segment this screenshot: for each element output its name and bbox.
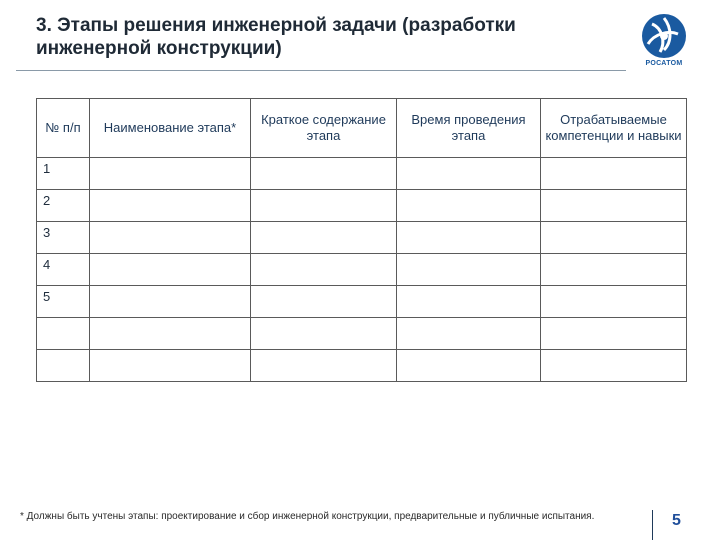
table-cell[interactable]	[541, 190, 687, 222]
table-cell[interactable]	[541, 286, 687, 318]
table-cell[interactable]	[251, 350, 397, 382]
table-row	[37, 318, 687, 350]
table-row	[37, 190, 687, 222]
column-header-competencies: Отрабатываемые компетенции и навыки	[541, 99, 687, 158]
table-row	[37, 222, 687, 254]
logo-text: РОСАТОМ	[645, 60, 683, 67]
row-number-cell[interactable]: 5	[37, 286, 90, 318]
row-number-cell[interactable]: 3	[37, 222, 90, 254]
table-cell[interactable]	[90, 318, 251, 350]
row-number-cell[interactable]: 2	[37, 190, 90, 222]
table-cell[interactable]	[90, 158, 251, 190]
column-header-stage-name: Наименование этапа*	[90, 99, 251, 158]
table-cell[interactable]	[541, 350, 687, 382]
table-cell[interactable]	[90, 190, 251, 222]
table-cell[interactable]	[251, 190, 397, 222]
table-row	[37, 286, 687, 318]
footnote: * Должны быть учтены этапы: проектирование и сбор инженерной конструкции, предварительные и публичные испытания.	[20, 511, 595, 522]
table-cell[interactable]	[90, 254, 251, 286]
row-number-cell[interactable]	[37, 318, 90, 350]
table-row	[37, 158, 687, 190]
table-cell[interactable]	[541, 254, 687, 286]
table-cell[interactable]	[541, 222, 687, 254]
table-cell[interactable]	[397, 350, 541, 382]
table-header-row	[37, 99, 687, 158]
table-cell[interactable]	[397, 318, 541, 350]
table-cell[interactable]	[541, 158, 687, 190]
row-number-cell[interactable]: 1	[37, 158, 90, 190]
table-cell[interactable]	[90, 222, 251, 254]
page-number: 5	[672, 512, 681, 529]
row-number-cell[interactable]	[37, 350, 90, 382]
table-body	[37, 158, 687, 382]
stages-table	[36, 98, 687, 382]
table-cell[interactable]	[251, 254, 397, 286]
table-cell[interactable]	[251, 286, 397, 318]
title-divider	[16, 70, 626, 71]
column-header-number: № п/п	[37, 99, 90, 158]
footer-divider	[652, 510, 653, 540]
column-header-time: Время проведения этапа	[397, 99, 541, 158]
table-cell[interactable]	[90, 350, 251, 382]
row-number-cell[interactable]: 4	[37, 254, 90, 286]
table-row	[37, 254, 687, 286]
table-cell[interactable]	[251, 318, 397, 350]
table-cell[interactable]	[397, 254, 541, 286]
table-cell[interactable]	[251, 158, 397, 190]
table-cell[interactable]	[397, 222, 541, 254]
table-cell[interactable]	[397, 190, 541, 222]
table-cell[interactable]	[251, 222, 397, 254]
table-cell[interactable]	[397, 286, 541, 318]
table-cell[interactable]	[397, 158, 541, 190]
slide-title: 3. Этапы решения инженерной задачи (разработки инженерной конструкции)	[36, 15, 516, 59]
table-cell[interactable]	[90, 286, 251, 318]
table-row	[37, 350, 687, 382]
column-header-summary: Краткое содержание этапа	[251, 99, 397, 158]
table-cell[interactable]	[541, 318, 687, 350]
